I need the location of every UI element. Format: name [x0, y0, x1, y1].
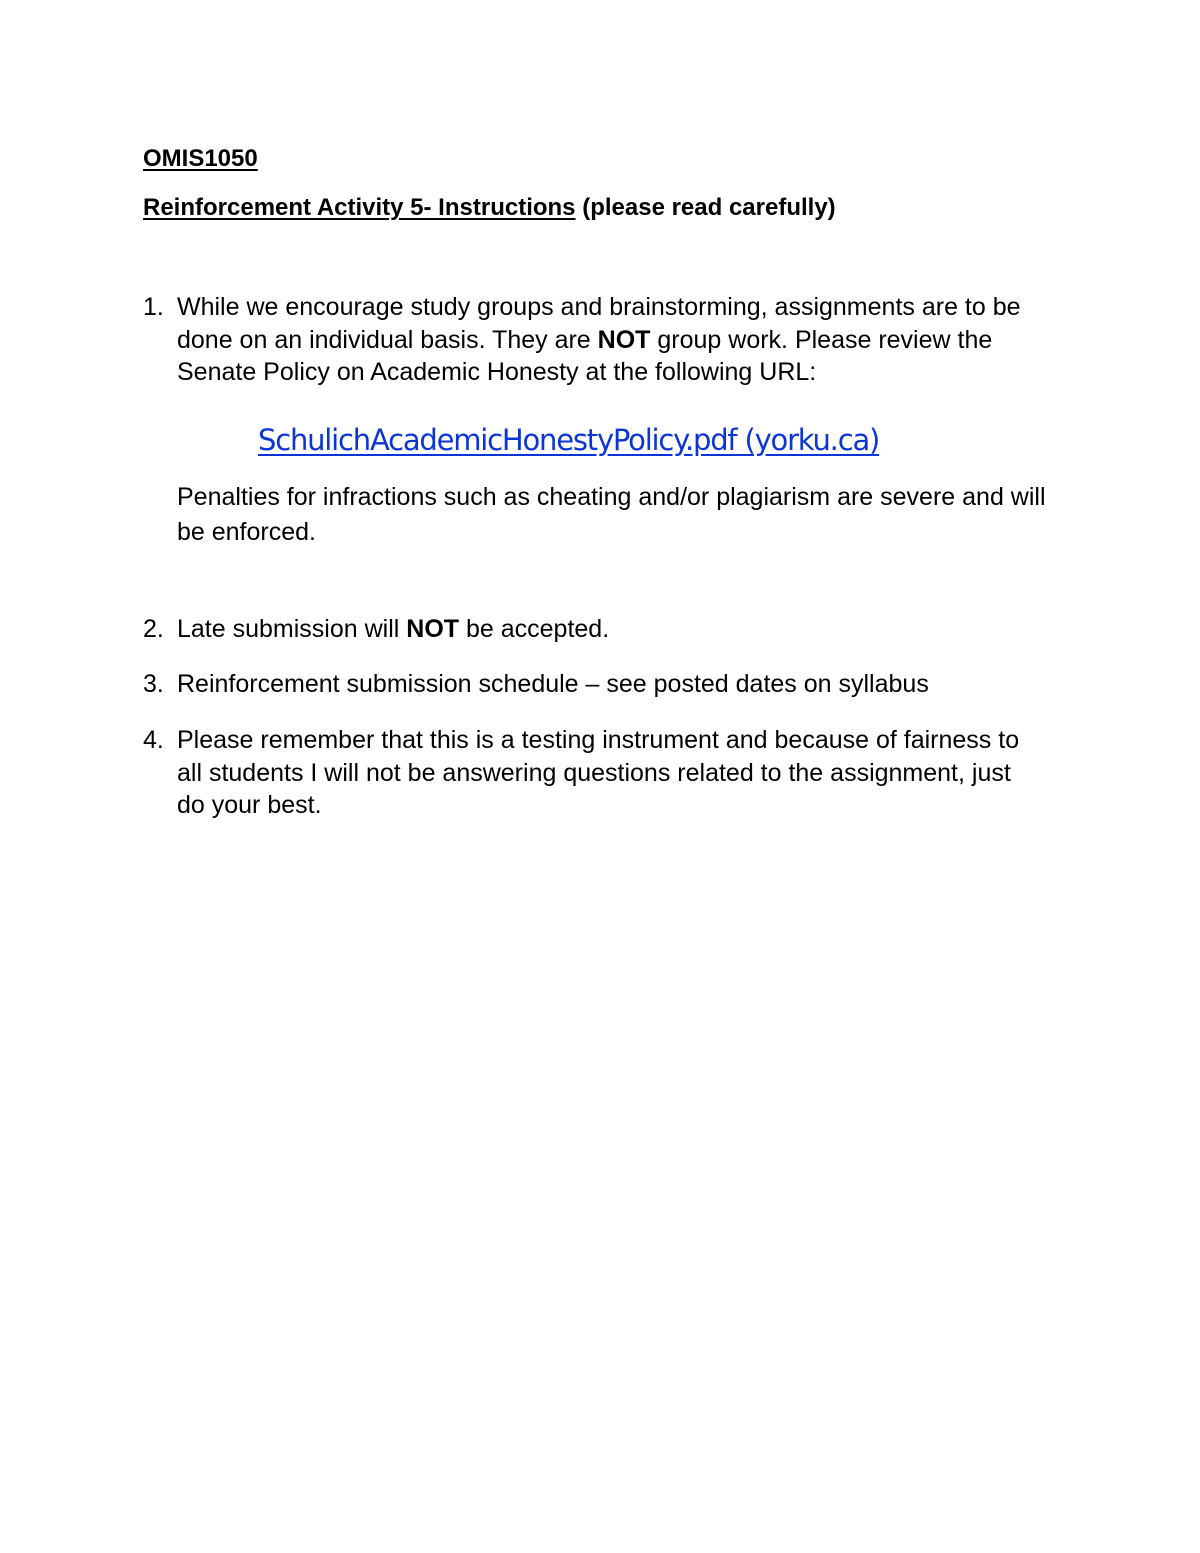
- list-item-text: [177, 291, 1043, 389]
- emphasis-text: NOT: [597, 325, 651, 354]
- list-item-text: Reinforcement submission schedule – see posted dates on syllabus: [177, 670, 929, 698]
- text-segment: group work. Please review the Senate Policy on Academic Honesty at the following URL:: [177, 325, 993, 386]
- list-number: 3.: [143, 670, 164, 698]
- policy-link[interactable]: SchulichAcademicHonestyPolicy.pdf (yorku.ca): [258, 423, 880, 457]
- penalty-paragraph: Penalties for infractions such as cheating and/or plagiarism are severe and will be enforced.: [177, 483, 1046, 546]
- document-title: [143, 192, 836, 224]
- text-segment: Late submission will: [177, 615, 407, 643]
- text-segment: While we encourage study groups and brainstorming, assignments are to be done on an individual basis. They are: [177, 293, 1021, 354]
- list-item-3: [143, 668, 1043, 701]
- list-item-4: [143, 724, 1043, 822]
- text-segment: be accepted.: [459, 615, 610, 643]
- title-note: (please read carefully): [575, 194, 836, 221]
- list-number: 1.: [143, 293, 164, 321]
- title-main: Reinforcement Activity 5- Instructions: [143, 194, 576, 221]
- course-code: OMIS1050: [143, 145, 258, 172]
- list-item-1: [143, 291, 1043, 389]
- list-item-text: [177, 613, 1043, 646]
- list-number: 4.: [143, 726, 164, 754]
- emphasis-text: NOT: [406, 615, 460, 643]
- list-number: 2.: [143, 615, 164, 643]
- list-item-text: Please remember that this is a testing instrument and because of fairness to all students I will not be answering questions related to the assignment, just do your best.: [177, 726, 1020, 819]
- list-item-2: [143, 613, 1043, 646]
